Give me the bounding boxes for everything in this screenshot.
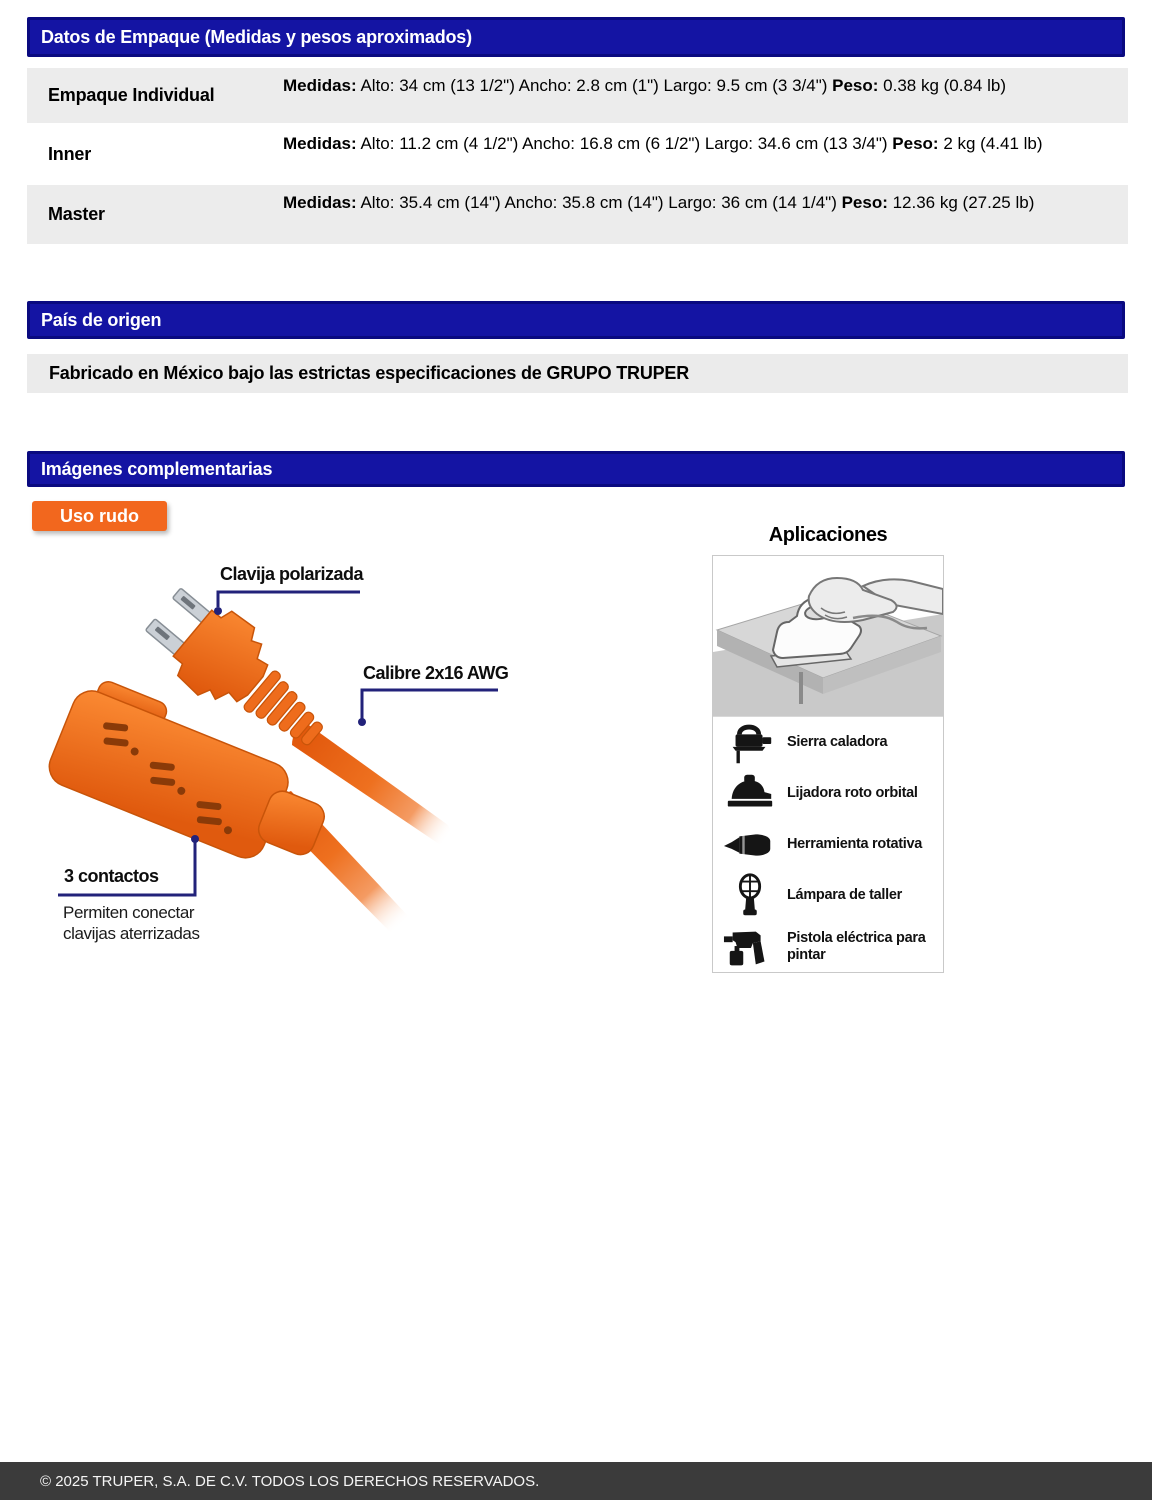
application-label: Pistola eléctrica para pintar <box>787 929 926 963</box>
contacts-callout-note: Permiten conectar clavijas aterrizadas <box>63 903 200 943</box>
row-label: Inner <box>48 143 92 164</box>
table-row <box>27 126 1128 182</box>
application-label: Lámpara de taller <box>787 887 902 903</box>
contacts-callout-label: 3 contactos <box>64 866 159 886</box>
rotary-tool-icon <box>713 822 787 868</box>
row-value: Medidas: Alto: 35.4 cm (14") Ancho: 35.8 cm (14") Largo: 36 cm (14 1/4") Peso: 12.36 kg (27.25 lb) <box>283 193 1035 212</box>
table-row <box>27 68 1128 123</box>
plug-callout-dot <box>214 607 222 615</box>
jigsaw-icon <box>713 720 787 766</box>
packaging-section-header <box>27 17 1125 57</box>
application-item <box>713 921 943 972</box>
orbital-sander-icon <box>713 771 787 817</box>
images-section-header <box>27 451 1125 487</box>
contacts-callout-dot <box>191 835 199 843</box>
work-lamp-icon <box>713 873 787 919</box>
gauge-callout-label: Calibre 2x16 AWG <box>363 663 509 683</box>
applications-panel <box>712 555 944 973</box>
jigsaw-usage-illustration <box>713 556 943 717</box>
heavy-duty-badge: Uso rudo <box>32 501 167 531</box>
row-label: Master <box>48 204 105 224</box>
applications-list <box>713 717 943 972</box>
copyright-text: © 2025 TRUPER, S.A. DE C.V. TODOS LOS DERECHOS RESERVADOS. <box>40 1472 540 1490</box>
application-item <box>713 768 943 819</box>
application-label: Sierra caladora <box>787 734 888 750</box>
plug-callout-label: Clavija polarizada <box>220 564 364 584</box>
applications-title: Aplicaciones <box>768 524 888 546</box>
application-label: Lijadora roto orbital <box>787 785 918 801</box>
application-item <box>713 819 943 870</box>
copyright-footer <box>0 1462 1152 1500</box>
application-item <box>713 717 943 768</box>
gauge-callout-dot <box>358 718 366 726</box>
packaging-section-title: Datos de Empaque (Medidas y pesos aproximados) <box>41 26 472 47</box>
paint-spray-gun-icon <box>713 924 787 970</box>
images-section-title: Imágenes complementarias <box>41 458 273 479</box>
table-row <box>27 185 1128 244</box>
origin-section-header <box>27 301 1125 339</box>
origin-section-title: País de origen <box>41 309 162 330</box>
application-item <box>713 870 943 921</box>
application-label: Herramienta rotativa <box>787 836 923 852</box>
origin-statement: Fabricado en México bajo las estrictas especificaciones de GRUPO TRUPER <box>27 354 1128 393</box>
row-label: Empaque Individual <box>48 85 215 105</box>
row-value: Medidas: Alto: 34 cm (13 1/2") Ancho: 2.8 cm (1") Largo: 9.5 cm (3 3/4") Peso: 0.38 kg (0.84 lb) <box>283 76 1006 95</box>
row-value: Medidas: Alto: 11.2 cm (4 1/2") Ancho: 16.8 cm (6 1/2") Largo: 34.6 cm (13 3/4") Peso: 2 kg (4.41 lb) <box>283 134 1043 153</box>
